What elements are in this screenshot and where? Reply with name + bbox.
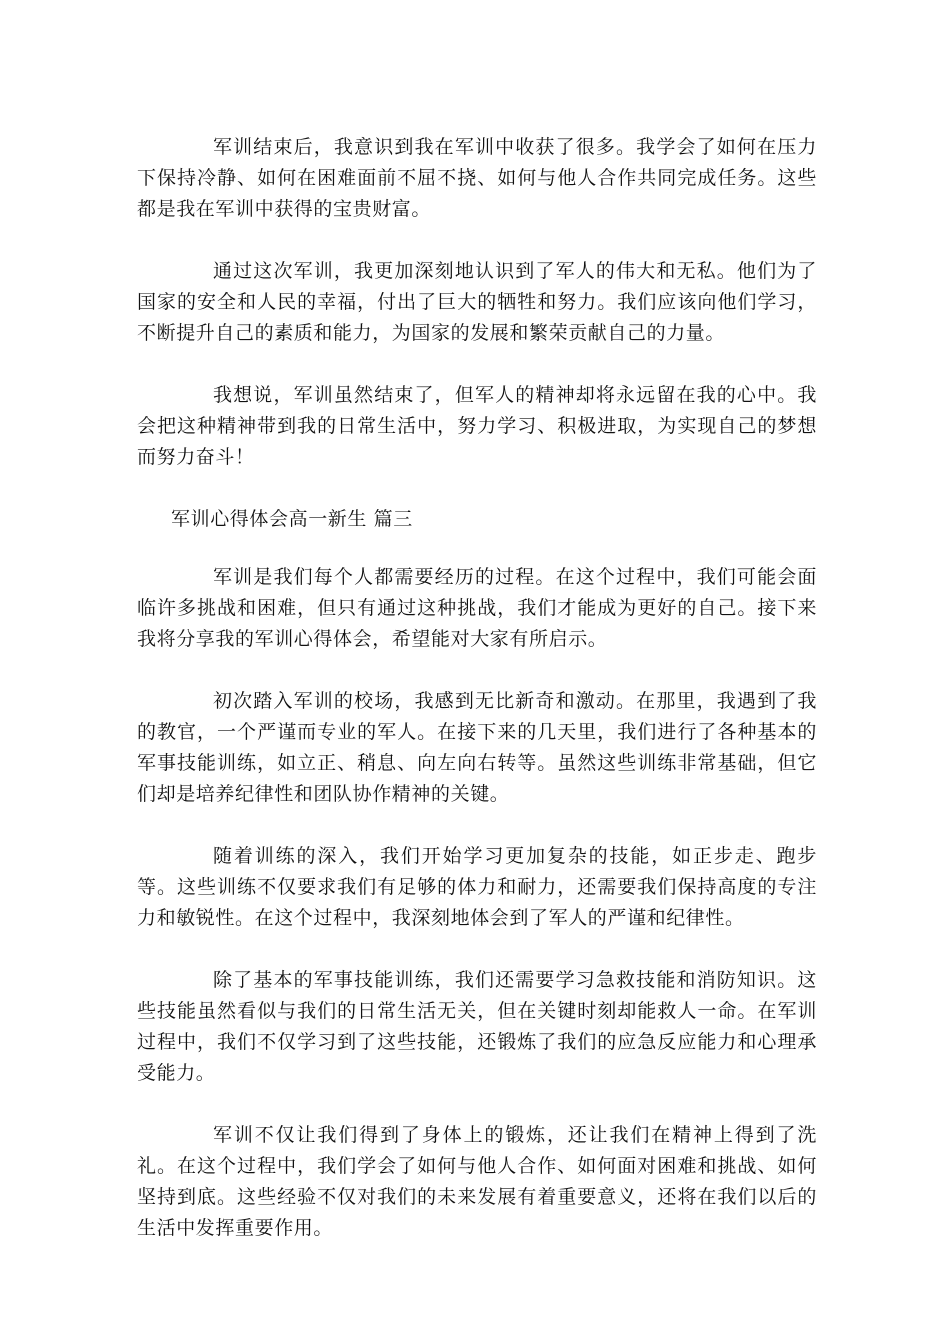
paragraph-8: 军训不仅让我们得到了身体上的锻炼，还让我们在精神上得到了洗礼。在这个过程中，我们学会了如何与他人合作、如何面对困难和挑战、如何坚持到底。这些经验不仅对我们的未来发展有着重要意义，还将在我们以后的生活中发挥重要作用。 [137, 1124, 817, 1239]
paragraph-1: 军训结束后，我意识到我在军训中收获了很多。我学会了如何在压力下保持冷静、如何在困难面前不屈不挠、如何与他人合作共同完成任务。这些都是我在军训中获得的宝贵财富。 [137, 136, 817, 220]
paragraph-5: 初次踏入军训的校场，我感到无比新奇和激动。在那里，我遇到了我的教官，一个严谨而专业的军人。在接下来的几天里，我们进行了各种基本的军事技能训练，如立正、稍息、向左向右转等。虽然这些训练非常基础，但它们却是培养纪律性和团队协作精神的关键。 [137, 690, 817, 805]
paragraph-4: 军训是我们每个人都需要经历的过程。在这个过程中，我们可能会面临许多挑战和困难，但只有通过这种挑战，我们才能成为更好的自己。接下来我将分享我的军训心得体会，希望能对大家有所启示。 [137, 566, 817, 650]
paragraph-7: 除了基本的军事技能训练，我们还需要学习急救技能和消防知识。这些技能虽然看似与我们的日常生活无关，但在关键时刻却能救人一命。在军训过程中，我们不仅学习到了这些技能，还锻炼了我们的应急反应能力和心理承受能力。 [137, 969, 817, 1084]
document-page [137, 132, 817, 1275]
section-heading: 军训心得体会高一新生 篇三 [171, 508, 413, 530]
paragraph-2: 通过这次军训，我更加深刻地认识到了军人的伟大和无私。他们为了国家的安全和人民的幸福，付出了巨大的牺牲和努力。我们应该向他们学习，不断提升自己的素质和能力，为国家的发展和繁荣贡献自己的力量。 [137, 260, 817, 344]
paragraph-6: 随着训练的深入，我们开始学习更加复杂的技能，如正步走、跑步等。这些训练不仅要求我们有足够的体力和耐力，还需要我们保持高度的专注力和敏锐性。在这个过程中，我深刻地体会到了军人的严谨和纪律性。 [137, 845, 817, 929]
paragraph-3: 我想说，军训虽然结束了，但军人的精神却将永远留在我的心中。我会把这种精神带到我的日常生活中，努力学习、积极进取，为实现自己的梦想而努力奋斗！ [137, 384, 817, 468]
